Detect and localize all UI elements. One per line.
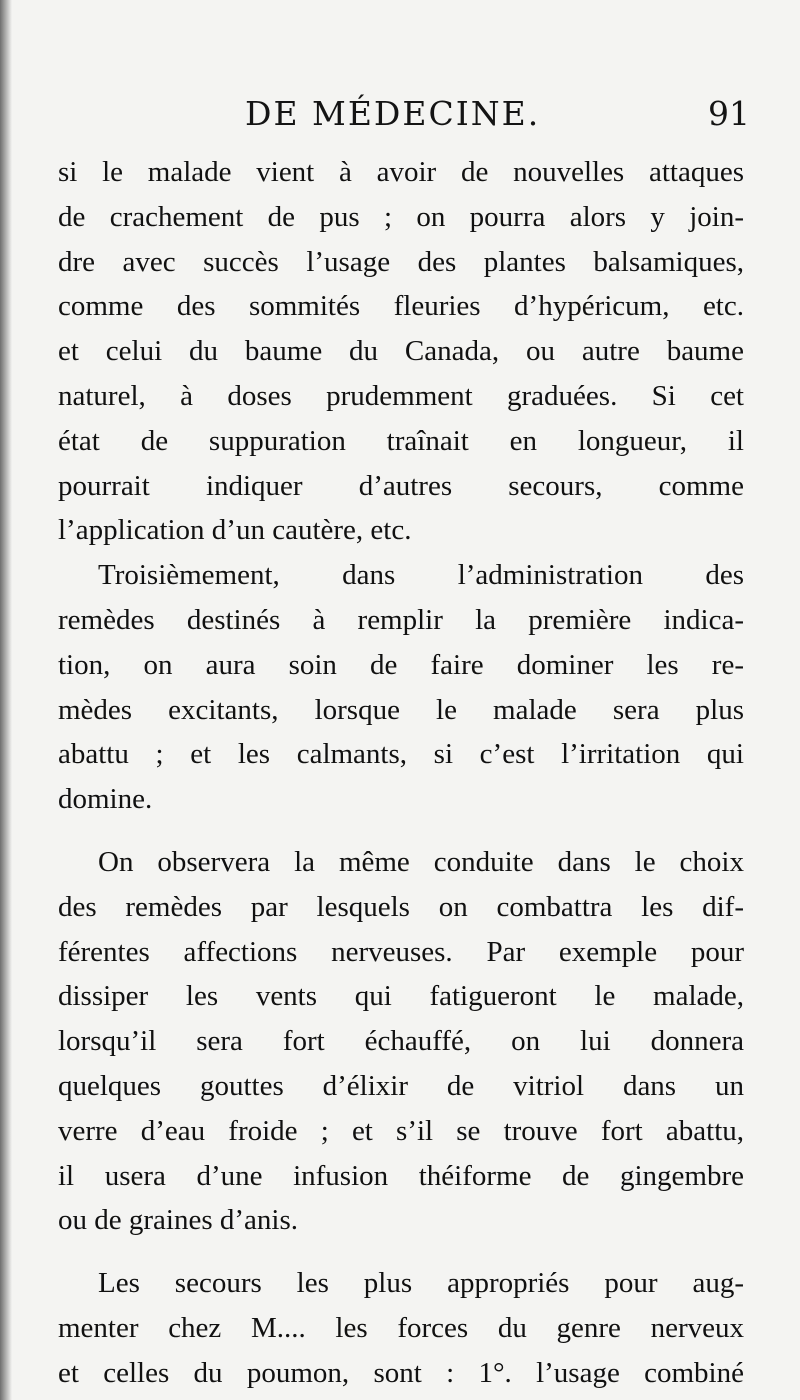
text-line: abattu ; et les calmants, si c’est l’irritation qui bbox=[58, 738, 744, 771]
text-line: Les secours les plus appropriés pour aug- bbox=[98, 1267, 744, 1300]
page-gutter-shadow bbox=[0, 0, 12, 1400]
paragraph-3 bbox=[58, 840, 744, 1243]
text-line: mèdes excitants, lorsque le malade sera plus bbox=[58, 693, 744, 726]
text-line: quelques gouttes d’élixir de vitriol dans un bbox=[58, 1069, 744, 1102]
text-line: il usera d’une infusion théiforme de gingembre bbox=[58, 1159, 744, 1192]
text-line: des remèdes par lesquels on combattra les dif- bbox=[58, 890, 744, 923]
text-line: menter chez M.... les forces du genre nerveux bbox=[58, 1311, 744, 1344]
text-line: et celui du baume du Canada, ou autre baume bbox=[58, 335, 744, 368]
text-line: et celles du poumon, sont : 1°. l’usage combiné bbox=[58, 1356, 744, 1389]
text-line: lorsqu’il sera fort échauffé, on lui donnera bbox=[58, 1025, 744, 1058]
page-header bbox=[60, 94, 750, 144]
text-line: de crachement de pus ; on pourra alors y join- bbox=[58, 200, 744, 233]
text-line: férentes affections nerveuses. Par exemple pour bbox=[58, 935, 744, 968]
paragraph-4 bbox=[58, 1261, 744, 1395]
text-line: comme des sommités fleuries d’hypéricum, etc. bbox=[58, 290, 744, 323]
text-line: verre d’eau froide ; et s’il se trouve fort abattu, bbox=[58, 1114, 744, 1147]
text-line: pourrait indiquer d’autres secours, comme bbox=[58, 469, 744, 502]
running-title: DE MÉDECINE. bbox=[245, 94, 541, 133]
paragraph-gap bbox=[58, 822, 744, 840]
text-line: si le malade vient à avoir de nouvelles attaques bbox=[58, 156, 744, 188]
text-line: dre avec succès l’usage des plantes balsamiques, bbox=[58, 245, 744, 278]
text-line: remèdes destinés à remplir la première indica- bbox=[58, 603, 744, 636]
text-line: On observera la même conduite dans le choix bbox=[98, 845, 744, 878]
text-line: tion, on aura soin de faire dominer les re- bbox=[58, 648, 744, 681]
body-text bbox=[58, 150, 744, 1396]
text-line: l’application d’un cautère, etc. bbox=[58, 514, 412, 547]
text-line: dissiper les vents qui fatigueront le malade, bbox=[58, 980, 744, 1013]
text-line: naturel, à doses prudemment graduées. Si cet bbox=[58, 379, 744, 412]
text-line: état de suppuration traînait en longueur, il bbox=[58, 424, 744, 457]
text-line: Troisièmement, dans l’administration des bbox=[98, 559, 744, 592]
text-line: ou de graines d’anis. bbox=[58, 1204, 298, 1237]
paragraph-2 bbox=[58, 553, 744, 822]
text-line: domine. bbox=[58, 783, 153, 816]
page-number: 91 bbox=[708, 94, 750, 133]
paragraph-gap bbox=[58, 1243, 744, 1261]
paragraph-1 bbox=[58, 150, 744, 553]
